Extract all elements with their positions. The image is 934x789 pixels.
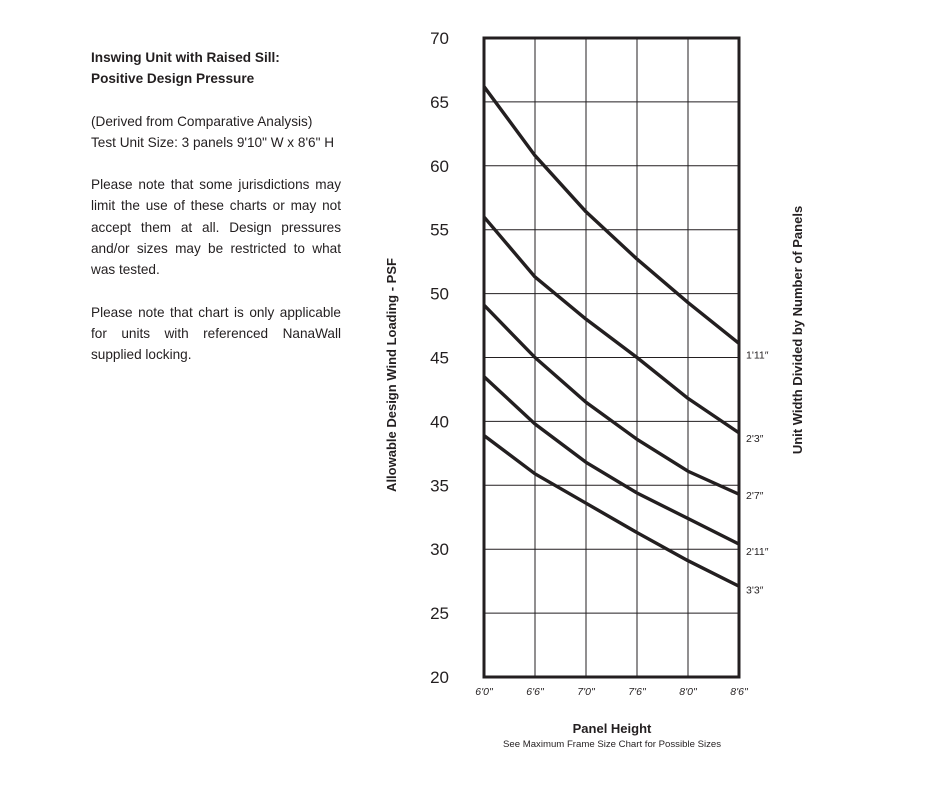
x-tick-label: 6'6": [526, 686, 544, 698]
grid: [484, 38, 739, 677]
y-tick-label: 25: [430, 604, 449, 624]
x-axis-ticks: [475, 686, 749, 698]
data-point: [636, 492, 638, 494]
notes-jurisdiction: Please note that some jurisdictions may limit the use of these charts or may not accept them at all. Design pressures and/or sizes may be restricted to what was tested.: [91, 177, 341, 278]
data-point: [534, 276, 536, 278]
series-line: [484, 217, 739, 433]
y-tick-label: 60: [430, 156, 449, 176]
data-point: [636, 438, 638, 440]
notes-locking: Please note that chart is only applicable for units with referenced NanaWall supplied locking.: [91, 304, 341, 363]
series-labels: [746, 349, 769, 596]
y-tick-label: 40: [430, 412, 449, 432]
data-point: [585, 211, 587, 213]
x-tick-label: 8'0": [679, 686, 697, 698]
data-point: [534, 423, 536, 425]
y-tick-label: 30: [430, 540, 449, 560]
series-line: [484, 87, 739, 344]
notes-derived: (Derived from Comparative Analysis): [91, 113, 313, 129]
data-point: [585, 401, 587, 403]
data-point: [636, 258, 638, 260]
data-point: [636, 356, 638, 358]
data-point: [534, 154, 536, 156]
data-point: [687, 397, 689, 399]
y-tick-label: 35: [430, 476, 449, 496]
data-point: [636, 531, 638, 533]
x-axis-note: See Maximum Frame Size Chart for Possible Sizes: [502, 739, 722, 750]
series-label: 1'11″: [746, 349, 769, 362]
notes-test-unit: Test Unit Size: 3 panels 9'10" W x 8'6" H: [91, 134, 335, 150]
data-point: [687, 517, 689, 519]
data-point: [687, 470, 689, 472]
x-tick-label: 7'0": [577, 686, 595, 698]
notes-title-line2: Positive Design Pressure: [91, 71, 255, 87]
y-axis-title: Allowable Design Wind Loading - PSF: [384, 258, 399, 492]
y-axis-ticks: [430, 29, 449, 687]
data-point: [687, 560, 689, 562]
y-tick-label: 65: [430, 92, 449, 112]
data-point: [534, 473, 536, 475]
y-tick-label: 45: [430, 348, 449, 368]
notes-title-line1: Inswing Unit with Raised Sill:: [91, 50, 280, 65]
data-point: [585, 461, 587, 463]
data-point: [585, 318, 587, 320]
data-point: [585, 502, 587, 504]
x-tick-label: 6'0": [475, 686, 493, 698]
series-label: 2'3″: [746, 432, 764, 445]
y2-axis-title: Unit Width Divided by Number of Panels: [790, 205, 805, 455]
series-label: 2'7″: [746, 490, 764, 503]
series-line: [484, 435, 739, 586]
x-axis-title: Panel Height: [572, 721, 652, 736]
series-label: 3'3″: [746, 584, 764, 597]
y-tick-label: 70: [430, 29, 449, 48]
series-lines: [483, 85, 740, 587]
x-tick-label: 8'6": [730, 686, 748, 698]
data-point: [534, 356, 536, 358]
y-tick-label: 55: [430, 220, 449, 240]
y-tick-label: 50: [430, 284, 449, 304]
data-point: [687, 301, 689, 303]
x-tick-label: 7'6": [628, 686, 646, 698]
series-label: 2'11″: [746, 546, 769, 559]
y-tick-label: 20: [430, 668, 449, 687]
